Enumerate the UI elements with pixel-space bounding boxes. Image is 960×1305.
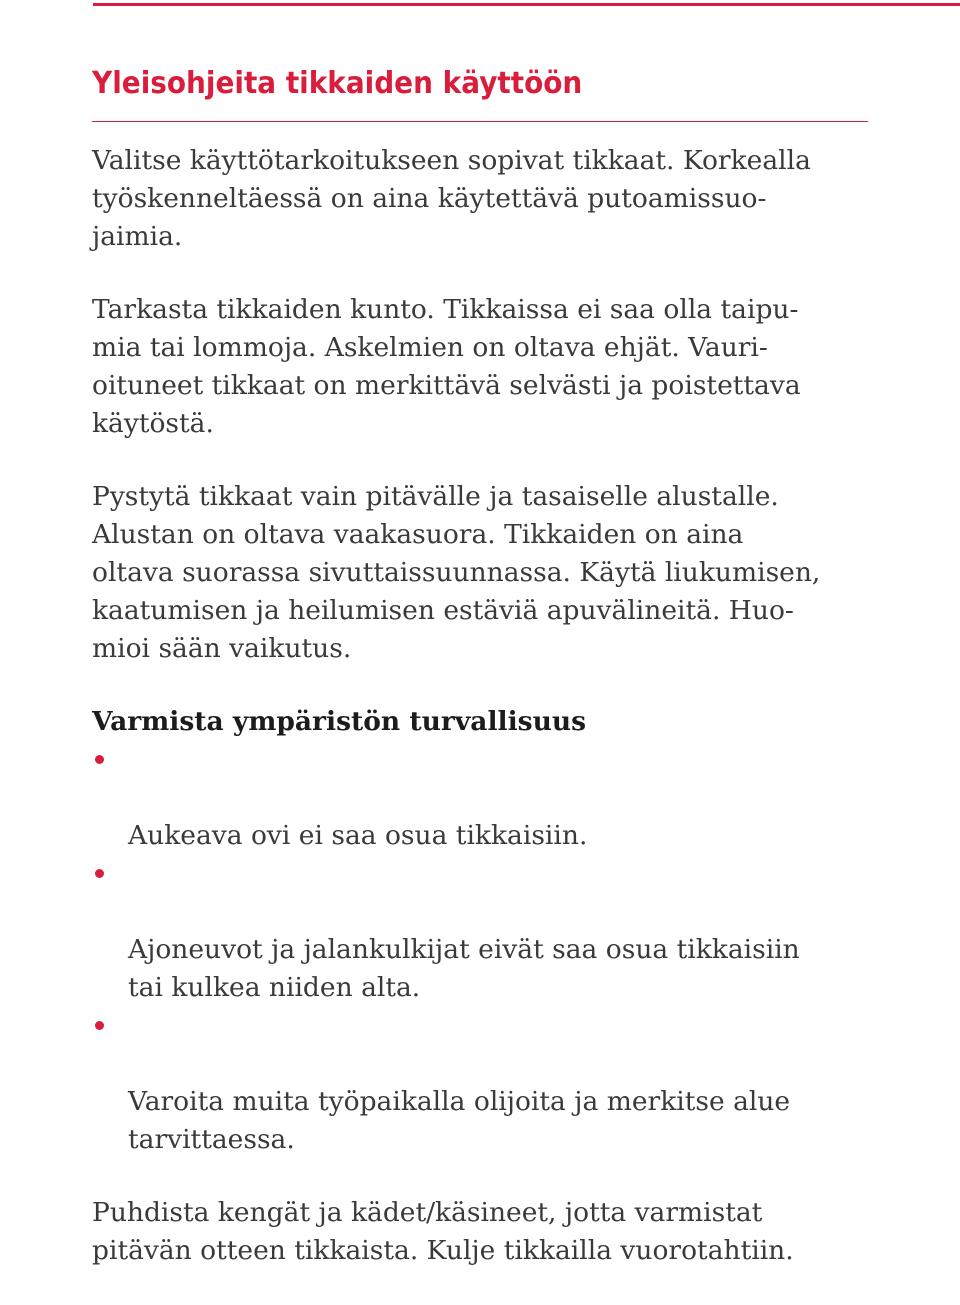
bullet-item [92, 855, 960, 1007]
document-body [92, 142, 960, 1305]
bullet-item [92, 1007, 960, 1159]
bullet-list [92, 741, 960, 1159]
title-divider [92, 121, 868, 122]
paragraph-ladder-selection: Valitse käyttötarkoitukseen sopivat tikkaat. Korkealla työskenneltäessä on aina käytettävä putoamissuo- jaimia. [92, 145, 811, 252]
bullet-item [92, 741, 960, 855]
paragraph-closing: Puhdista kengät ja kädet/käsineet, jotta varmistat pitävän otteen tikkaista. Kulje tikkailla vuorotahtiin. [92, 1197, 794, 1266]
bullet-text: Ajoneuvot ja jalankulkijat eivät saa osua tikkaisiin tai kulkea niiden alta. [128, 934, 800, 1003]
bullet-dot-icon [95, 1021, 104, 1030]
paragraph-ladder-setup: Pystytä tikkaat vain pitävälle ja tasaiselle alustalle. Alustan on oltava vaakasuora. Tikkaiden on aina oltava suorassa sivuttaissuunnassa. Käytä liukumisen, kaatumisen ja heilumisen estäviä apuvälineitä. Huo- mioi sään vaikutus. [92, 481, 821, 664]
bullet-text: Aukeava ovi ei saa osua tikkaisiin. [128, 820, 588, 851]
top-divider [93, 3, 960, 6]
bullet-dot-icon [95, 755, 104, 764]
bullet-dot-icon [95, 869, 104, 878]
bullet-text: Varoita muita työpaikalla olijoita ja merkitse alue tarvittaessa. [128, 1086, 791, 1155]
page-title: Yleisohjeita tikkaiden käyttöön [92, 66, 583, 101]
paragraph-ladder-condition: Tarkasta tikkaiden kunto. Tikkaissa ei saa olla taipu- mia tai lommoja. Askelmien on oltava ehjät. Vauri- oituneet tikkaat on merkittävä selvästi ja poistettava käytöstä. [92, 294, 801, 439]
section-heading: Varmista ympäristön turvallisuus [92, 706, 587, 737]
